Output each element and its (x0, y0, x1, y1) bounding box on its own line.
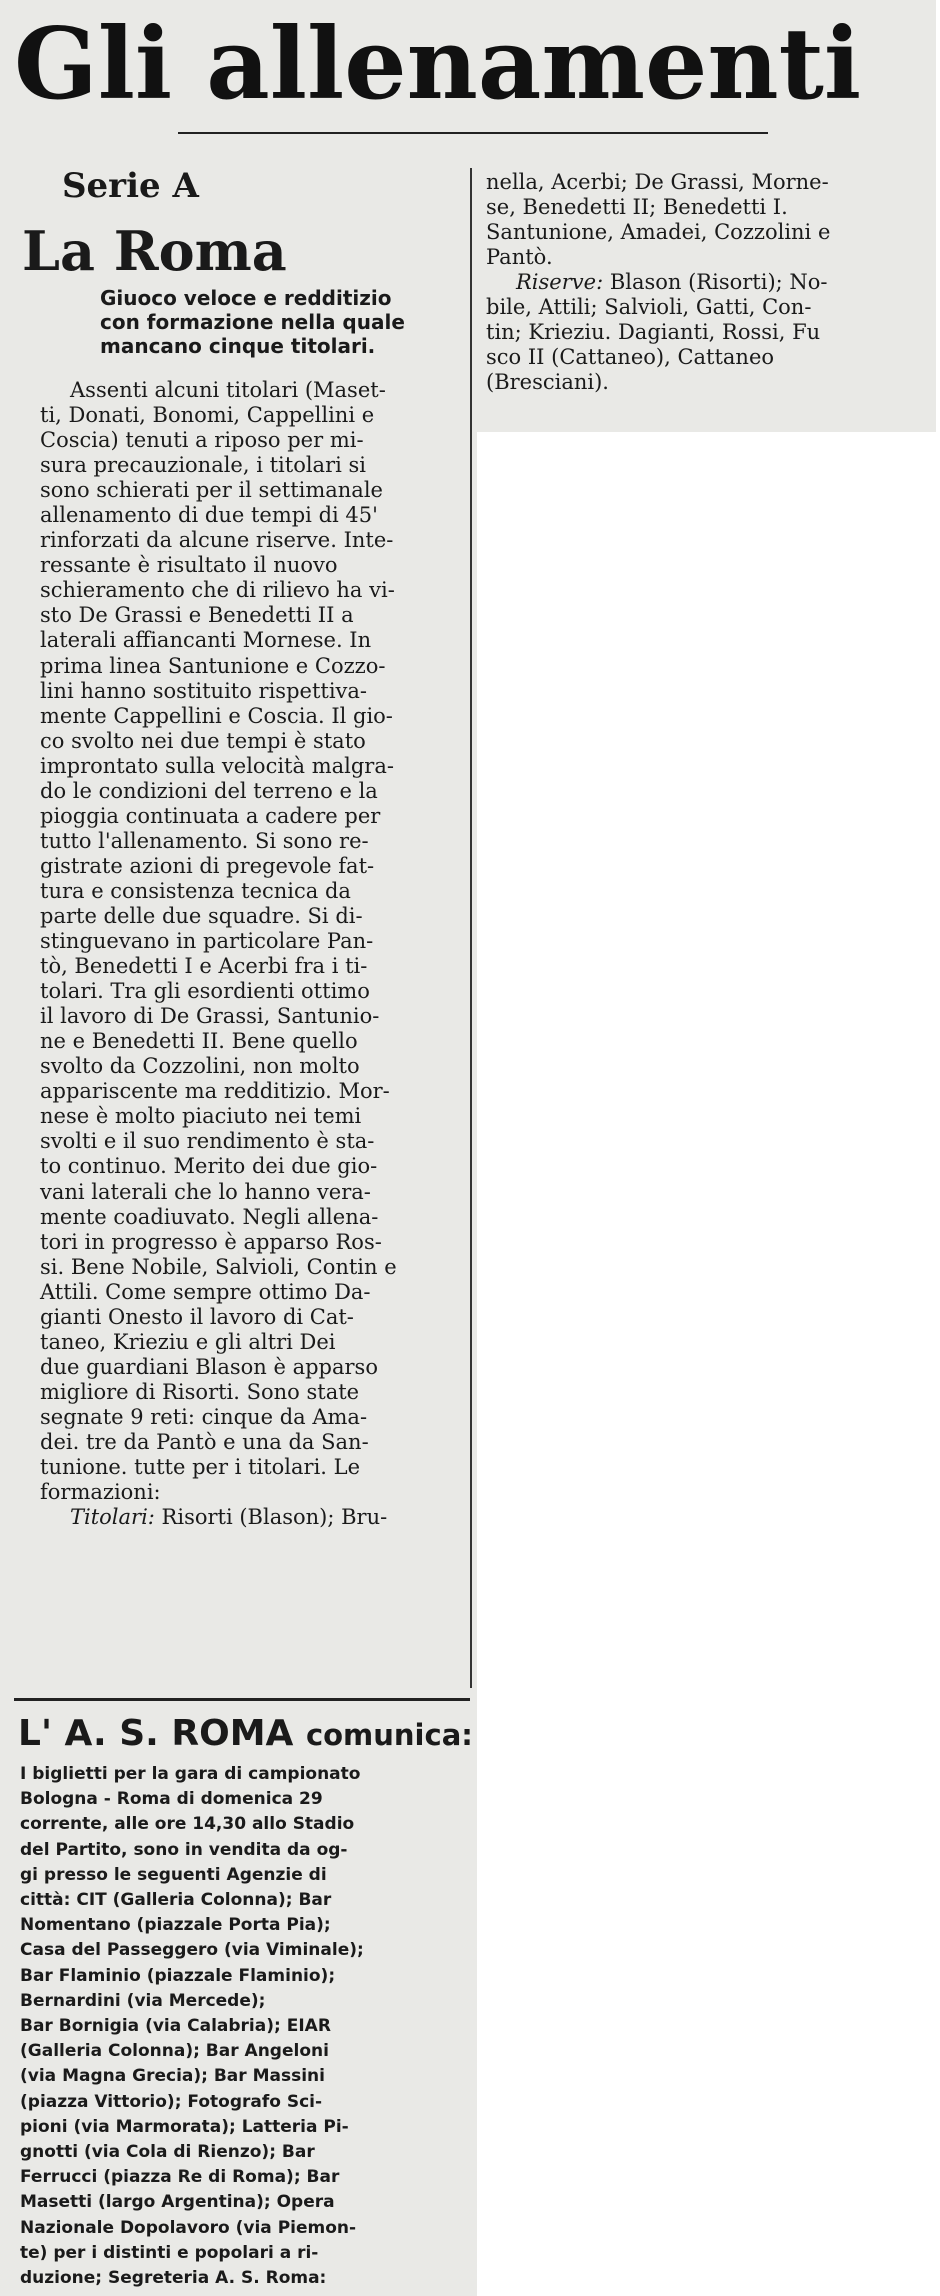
notice-line: (via Magna Grecia); Bar Massini (20, 2066, 325, 2087)
body-line: prima linea Santunione e Cozzo- (40, 653, 386, 678)
notice-line: Bernardini (via Mercede); (20, 1990, 266, 2011)
body-line: gistrate azioni di pregevole fat- (40, 853, 375, 878)
headline: Gli allenamenti (14, 7, 862, 122)
notice-title-main: L' A. S. ROMA (18, 1713, 294, 1754)
column-rule (470, 168, 472, 1688)
body-line: nese è molto piaciuto nei temi (40, 1104, 362, 1129)
body-line: Coscia) tenuti a riposo per mi- (40, 428, 364, 453)
notice-rule (14, 1698, 470, 1701)
body-line: ressante è risultato il nuovo (40, 553, 338, 578)
body-line: appariscente ma redditizio. Mor- (40, 1079, 390, 1104)
article-subhead: La Roma (22, 219, 287, 283)
deck-line: con formazione nella quale (100, 310, 405, 334)
body-line: tutto l'allenamento. Si sono re- (40, 828, 369, 853)
body-line: vani laterali che lo hanno vera- (40, 1179, 371, 1204)
body-line: ne e Benedetti II. Bene quello (40, 1029, 358, 1054)
notice-body (20, 1762, 470, 2291)
notice-title-sub: comunica: (305, 1718, 473, 1752)
body-line: lini hanno sostituito rispettiva- (40, 678, 368, 703)
body-line: formazioni: (40, 1480, 161, 1505)
body-line: schieramento che di rilievo ha vi- (40, 578, 395, 603)
body-line: si. Bene Nobile, Salvioli, Contin e (40, 1254, 397, 1279)
notice-line: Casa del Passeggero (via Viminale); (20, 1940, 364, 1961)
headline-rule (178, 132, 768, 134)
body-line: (Bresciani). (486, 370, 609, 395)
riserve-text: Blason (Risorti); No- (603, 270, 828, 295)
body-line: tò, Benedetti I e Acerbi fra i ti- (40, 954, 368, 979)
notice-line: gnotti (via Cola di Rienzo); Bar (20, 2142, 315, 2163)
article-deck (100, 286, 472, 358)
deck-line: mancano cinque titolari. (100, 334, 376, 358)
body-line: segnate 9 reti: cinque da Ama- (40, 1404, 368, 1429)
body-line: il lavoro di De Grassi, Santunio- (40, 1004, 380, 1029)
body-line: parte delle due squadre. Si di- (40, 903, 363, 928)
body-line: Pantò. (486, 245, 553, 270)
body-line: pioggia continuata a cadere per (40, 803, 381, 828)
riserve-line (486, 270, 926, 295)
body-line: tin; Krieziu. Dagianti, Rossi, Fu (486, 320, 821, 345)
titolari-label: Titolari: (70, 1505, 155, 1530)
body-line: stinguevano in particolare Pan- (40, 929, 374, 954)
deck-line: Giuoco veloce e redditizio (100, 286, 392, 310)
body-line: mente coadiuvato. Negli allena- (40, 1204, 379, 1229)
body-line: Santunione, Amadei, Cozzolini e (486, 220, 831, 245)
body-line: nella, Acerbi; De Grassi, Morne- (486, 170, 829, 194)
body-line: tura e consistenza tecnica da (40, 878, 351, 903)
body-line: tunione. tutte per i titolari. Le (40, 1455, 361, 1480)
body-line: sura precauzionale, i titolari si (40, 453, 367, 478)
body-line: do le condizioni del terreno e la (40, 778, 378, 803)
titolari-line (40, 1505, 466, 1530)
notice-line: Bar Bornigia (via Calabria); EIAR (20, 2016, 331, 2037)
body-line: gianti Onesto il lavoro di Cat- (40, 1304, 354, 1329)
notice-line: Bar Flaminio (piazzale Flaminio); (20, 1965, 336, 1986)
body-line: tori in progresso è apparso Ros- (40, 1229, 382, 1254)
notice-line: Nazionale Dopolavoro (via Piemon- (20, 2217, 357, 2238)
body-line: sono schierati per il settimanale (40, 478, 383, 503)
notice-line: te) per i distinti e popolari a ri- (20, 2242, 319, 2263)
notice-title (18, 1712, 473, 1757)
notice-line: (piazza Vittorio); Fotografo Sci- (20, 2091, 323, 2112)
notice-line: duzione; Segreteria A. S. Roma: (20, 2268, 327, 2289)
body-line: bile, Attili; Salvioli, Gatti, Con- (486, 295, 812, 320)
body-line: due guardiani Blason è apparso (40, 1354, 378, 1379)
article-body-right (486, 170, 926, 395)
body-line: co svolto nei due tempi è stato (40, 728, 366, 753)
body-line: svolti e il suo rendimento è sta- (40, 1129, 375, 1154)
body-line: se, Benedetti II; Benedetti I. (486, 195, 788, 220)
body-line: laterali affiancanti Mornese. In (40, 628, 372, 653)
notice-line: città: CIT (Galleria Colonna); Bar (20, 1890, 332, 1911)
article-body-main (40, 378, 466, 1530)
notice-line: gi presso le seguenti Agenzie di (20, 1864, 327, 1885)
body-line: tolari. Tra gli esordienti ottimo (40, 979, 370, 1004)
body-line: mente Cappellini e Coscia. Il gio- (40, 703, 393, 728)
body-line: migliore di Risorti. Sono state (40, 1379, 360, 1404)
notice-line: Ferrucci (piazza Re di Roma); Bar (20, 2167, 340, 2188)
body-line: improntato sulla velocità malgra- (40, 753, 394, 778)
body-line: Assenti alcuni titolari (Maset- (70, 378, 386, 402)
notice-line: (Galleria Colonna); Bar Angeloni (20, 2041, 329, 2062)
riserve-label: Riserve: (516, 270, 604, 295)
notice-line: Nomentano (piazzale Porta Pia); (20, 1915, 331, 1936)
section-label: Serie A (62, 166, 199, 206)
body-line: ti, Donati, Bonomi, Cappellini e (40, 403, 375, 428)
notice-line: Bologna - Roma di domenica 29 (20, 1789, 323, 1810)
notice-line: corrente, alle ore 14,30 allo Stadio (20, 1814, 355, 1835)
notice-line: del Partito, sono in vendita da og- (20, 1839, 348, 1860)
body-line: dei. tre da Pantò e una da San- (40, 1429, 369, 1454)
body-line: to continuo. Merito dei due gio- (40, 1154, 378, 1179)
body-line: sco II (Cattaneo), Cattaneo (486, 345, 775, 370)
notice-line: I biglietti per la gara di campionato (20, 1764, 361, 1784)
notice-line: pioni (via Marmorata); Latteria Pi- (20, 2116, 349, 2137)
body-line: rinforzati da alcune riserve. Inte- (40, 528, 394, 553)
titolari-text: Risorti (Blason); Bru- (154, 1505, 388, 1530)
body-line: taneo, Krieziu e gli altri Dei (40, 1329, 336, 1354)
body-line: Attili. Come sempre ottimo Da- (40, 1279, 371, 1304)
notice-line: Masetti (largo Argentina); Opera (20, 2192, 335, 2213)
body-line: svolto da Cozzolini, non molto (40, 1054, 360, 1079)
body-line: allenamento di due tempi di 45' (40, 503, 378, 528)
body-line: sto De Grassi e Benedetti II a (40, 603, 354, 628)
